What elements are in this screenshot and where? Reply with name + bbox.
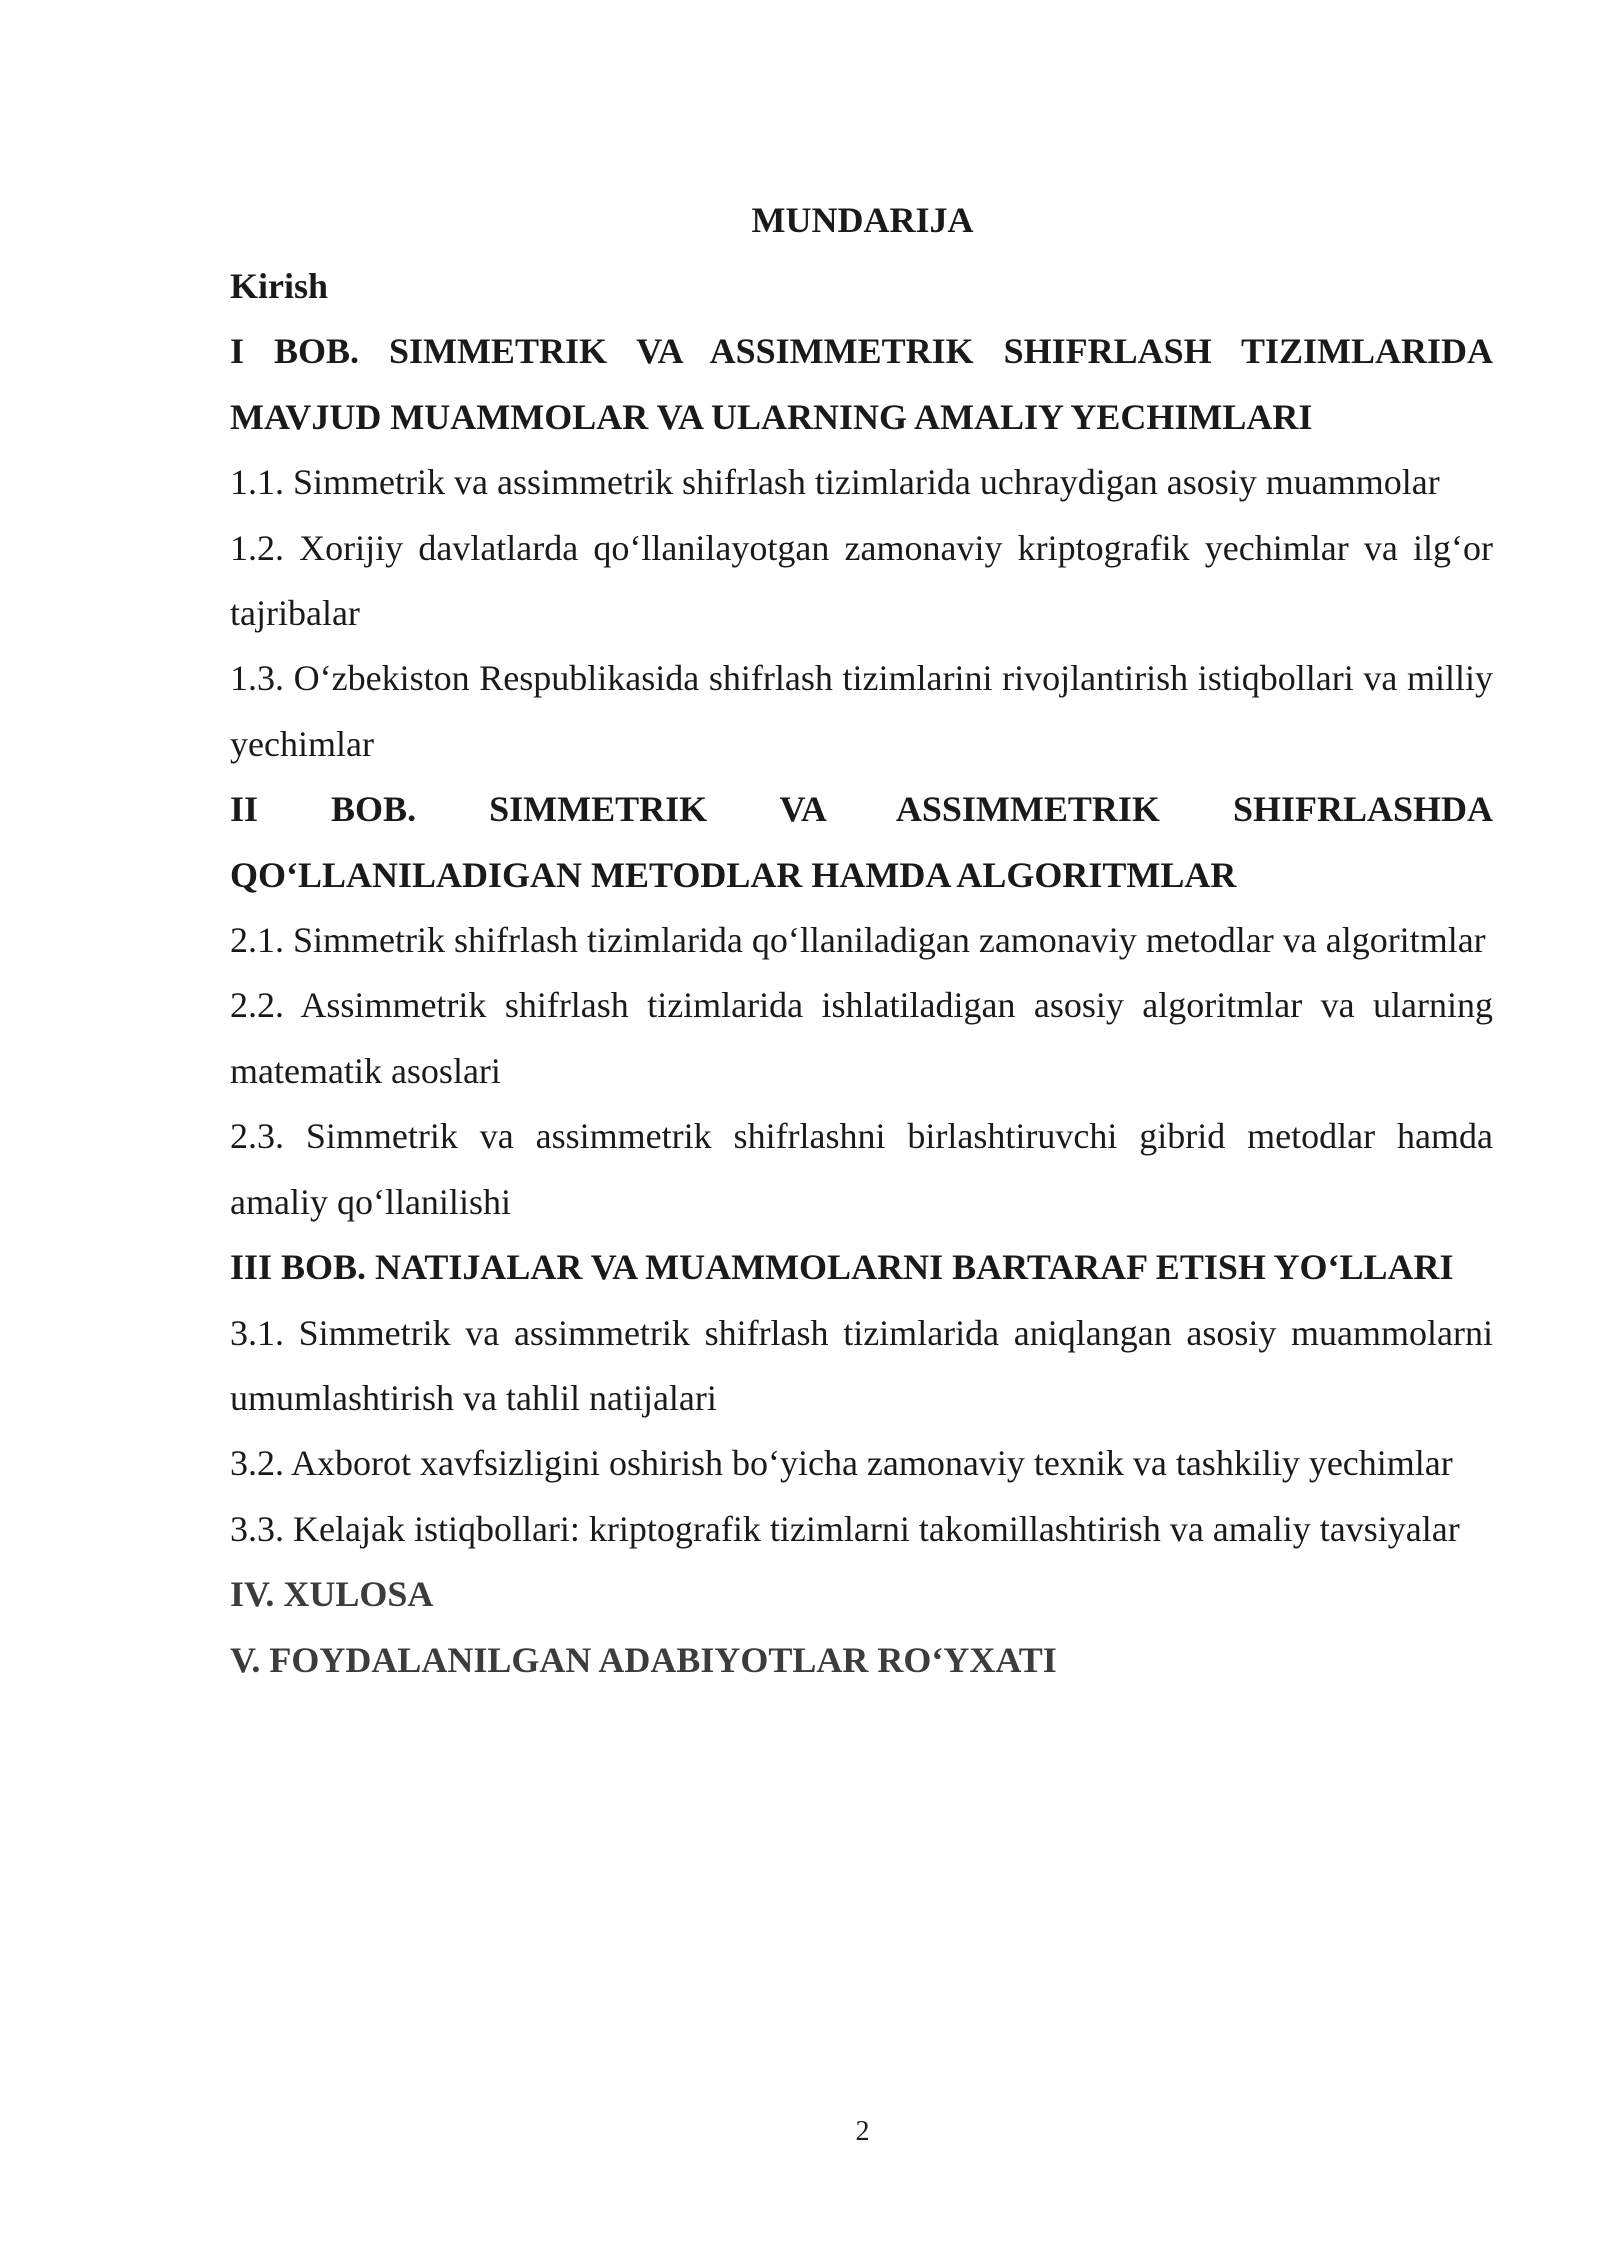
page-number: 2 [855, 2116, 870, 2147]
toc-section-2-3: 2.3. Simmetrik va assimmetrik shifrlashni birlashtiruvchi gibrid metodlar hamda amaliy qo‘llanilishi [230, 1116, 1493, 1222]
toc-chapter-3: III BOB. NATIJALAR VA MUAMMOLARNI BARTARAF ETISH YO‘LLARI [230, 1247, 1454, 1288]
toc-section-2-1: 2.1. Simmetrik shifrlash tizimlarida qo‘llaniladigan zamonaviy metodlar va algoritmlar [230, 920, 1486, 961]
toc-chapter-2: II BOB. SIMMETRIK VA ASSIMMETRIK SHIFRLASHDA QO‘LLANILADIGAN METODLAR HAMDA ALGORITMLAR [230, 789, 1493, 895]
page-title: MUNDARIJA [751, 200, 974, 240]
toc-section-1-3: 1.3. O‘zbekiston Respublikasida shifrlash tizimlarini rivojlantirish istiqbollari va milliy yechimlar [230, 658, 1493, 764]
toc-section-3-1: 3.1. Simmetrik va assimmetrik shifrlash tizimlarida aniqlangan asosiy muammolarni umumlashtirish va tahlil natijalari [230, 1312, 1493, 1418]
toc-conclusion: IV. XULOSA [230, 1574, 434, 1615]
toc-section-1-2: 1.2. Xorijiy davlatlarda qo‘llanilayotgan zamonaviy kriptografik yechimlar va ilg‘or tajribalar [230, 527, 1493, 634]
toc-section-3-2: 3.2. Axborot xavfsizligini oshirish bo‘yicha zamonaviy texnik va tashkiliy yechimlar [230, 1443, 1453, 1484]
toc-entry-introduction: Kirish [230, 266, 329, 306]
toc-references: V. FOYDALANILGAN ADABIYOTLAR RO‘YXATI [230, 1639, 1057, 1680]
toc-section-1-1: 1.1. Simmetrik va assimmetrik shifrlash tizimlarida uchraydigan asosiy muammolar [230, 462, 1440, 503]
toc-section-2-2: 2.2. Assimmetrik shifrlash tizimlarida ishlatiladigan asosiy algoritmlar va ularning matematik asoslari [230, 985, 1493, 1091]
toc-chapter-1: I BOB. SIMMETRIK VA ASSIMMETRIK SHIFRLASH TIZIMLARIDA MAVJUD MUAMMOLAR VA ULARNING AMALIY YECHIMLARI [230, 331, 1493, 437]
toc-section-3-3: 3.3. Kelajak istiqbollari: kriptografik tizimlarni takomillashtirish va amaliy tavsiyalar [230, 1508, 1460, 1549]
table-of-contents [230, 254, 1493, 1693]
